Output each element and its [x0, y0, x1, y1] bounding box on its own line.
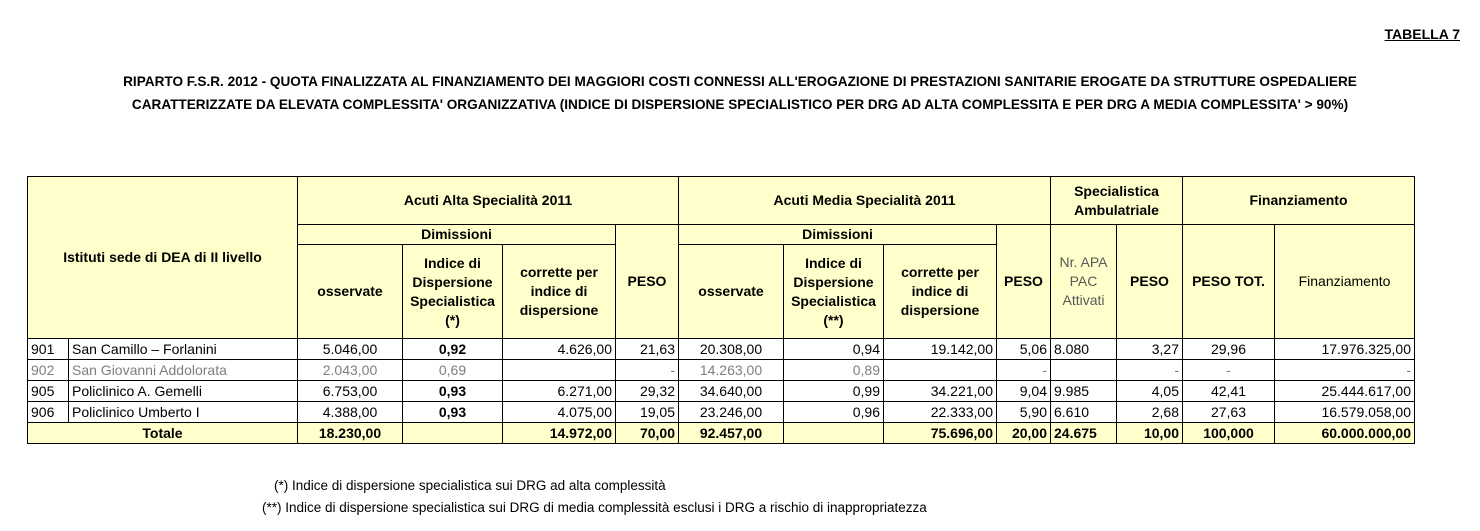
- corrette-media-cell: [884, 360, 997, 381]
- indice-alta-cell: 0,93: [403, 402, 503, 423]
- indice-media-cell: 0,94: [784, 339, 884, 360]
- table-row: [28, 402, 1415, 423]
- osservate-alta-cell: 4.388,00: [298, 402, 403, 423]
- finanziamento-cell: 17.976.325,00: [1275, 339, 1415, 360]
- table-number: TABELLA 7: [1384, 26, 1460, 42]
- peso-tot-cell: 27,63: [1183, 402, 1275, 423]
- row-name: Policlinico Umberto I: [69, 402, 298, 423]
- header-peso-spec: PESO: [1117, 225, 1183, 339]
- peso-spec-cell: 2,68: [1117, 402, 1183, 423]
- footnote-1-text: Indice di dispersione specialistica sui DRG ad alta complessità: [292, 478, 666, 493]
- header-finanziamento: Finanziamento: [1275, 225, 1415, 339]
- header-nr-apa: Nr. APA PAC Attivati: [1051, 225, 1117, 339]
- header-corrette-media: corrette per indice di dispersione: [884, 245, 997, 339]
- peso-alta-cell: 29,32: [616, 381, 679, 402]
- nr-apa-cell: [1051, 360, 1117, 381]
- corrette-alta-cell: 4.075,00: [503, 402, 616, 423]
- osservate-alta-cell: 5.046,00: [298, 339, 403, 360]
- peso-alta-cell: 21,63: [616, 339, 679, 360]
- title-line-1: RIPARTO F.S.R. 2012 - QUOTA FINALIZZATA AL FINANZIAMENTO DEI MAGGIORI COSTI CONNESSI ALL'EROGAZIONE DI PRESTAZIONI SANITARIE EROGATE DA STRUTTURE OSPEDALIERE: [123, 74, 1357, 89]
- header-dimissioni-alta: Dimissioni: [298, 225, 616, 245]
- indice-media-cell: 0,89: [784, 360, 884, 381]
- header-peso-alta: PESO: [616, 225, 679, 339]
- header-peso-media: PESO: [997, 225, 1051, 339]
- totale-corrette-alta: 14.972,00: [503, 423, 616, 444]
- table-row: [28, 381, 1415, 402]
- finanziamento-cell: 25.444.617,00: [1275, 381, 1415, 402]
- peso-alta-cell: 19,05: [616, 402, 679, 423]
- footnote-1-mark: (*): [274, 478, 289, 493]
- osservate-media-cell: 20.308,00: [679, 339, 784, 360]
- table-row: [28, 360, 1415, 381]
- row-code: 906: [28, 402, 69, 423]
- row-name: San Camillo – Forlanini: [69, 339, 298, 360]
- totale-nr-apa: 24.675: [1051, 423, 1117, 444]
- corrette-alta-cell: 6.271,00: [503, 381, 616, 402]
- peso-tot-cell: 42,41: [1183, 381, 1275, 402]
- peso-media-cell: -: [997, 360, 1051, 381]
- totale-osservate-alta: 18.230,00: [298, 423, 403, 444]
- nr-apa-cell: 8.080: [1051, 339, 1117, 360]
- corrette-media-cell: 19.142,00: [884, 339, 997, 360]
- header-finanziamento-group: Finanziamento: [1183, 177, 1415, 225]
- corrette-alta-cell: [503, 360, 616, 381]
- footnote-2-mark: (**): [262, 500, 282, 515]
- header-media-specialita: Acuti Media Specialità 2011: [679, 177, 1051, 225]
- osservate-media-cell: 23.246,00: [679, 402, 784, 423]
- peso-spec-cell: -: [1117, 360, 1183, 381]
- osservate-alta-cell: 2.043,00: [298, 360, 403, 381]
- peso-media-cell: 5,06: [997, 339, 1051, 360]
- header-indice-alta: Indice di Dispersione Specialistica (*): [403, 245, 503, 339]
- row-code: 901: [28, 339, 69, 360]
- totale-label: Totale: [28, 423, 298, 444]
- header-osservate-media: osservate: [679, 245, 784, 339]
- footnote-2: [262, 500, 927, 515]
- osservate-media-cell: 34.640,00: [679, 381, 784, 402]
- header-indice-media: Indice di Dispersione Specialistica (**): [784, 245, 884, 339]
- indice-alta-cell: 0,92: [403, 339, 503, 360]
- header-dimissioni-media: Dimissioni: [679, 225, 997, 245]
- totale-indice-alta: [403, 423, 503, 444]
- totale-corrette-media: 75.696,00: [884, 423, 997, 444]
- header-alta-specialita: Acuti Alta Specialità 2011: [298, 177, 679, 225]
- indice-alta-cell: 0,93: [403, 381, 503, 402]
- row-code: 902: [28, 360, 69, 381]
- finanziamento-cell: 16.579.058,00: [1275, 402, 1415, 423]
- finanziamento-cell: -: [1275, 360, 1415, 381]
- peso-media-cell: 9,04: [997, 381, 1051, 402]
- indice-alta-cell: 0,69: [403, 360, 503, 381]
- row-code: 905: [28, 381, 69, 402]
- osservate-alta-cell: 6.753,00: [298, 381, 403, 402]
- corrette-media-cell: 22.333,00: [884, 402, 997, 423]
- peso-media-cell: 5,90: [997, 402, 1051, 423]
- indice-media-cell: 0,99: [784, 381, 884, 402]
- indice-media-cell: 0,96: [784, 402, 884, 423]
- totale-osservate-media: 92.457,00: [679, 423, 784, 444]
- totale-peso-spec: 10,00: [1117, 423, 1183, 444]
- row-name: Policlinico A. Gemelli: [69, 381, 298, 402]
- nr-apa-cell: 9.985: [1051, 381, 1117, 402]
- peso-spec-cell: 3,27: [1117, 339, 1183, 360]
- totale-peso-alta: 70,00: [616, 423, 679, 444]
- peso-spec-cell: 4,05: [1117, 381, 1183, 402]
- peso-alta-cell: -: [616, 360, 679, 381]
- footnote-2-text: Indice di dispersione specialistica sui DRG di media complessità esclusi i DRG a rischio di inappropriatezza: [285, 500, 927, 515]
- totale-row: [28, 423, 1415, 444]
- footnote-1: [274, 478, 666, 493]
- header-osservate-alta: osservate: [298, 245, 403, 339]
- header-istituti: Istituti sede di DEA di II livello: [28, 177, 298, 339]
- nr-apa-cell: 6.610: [1051, 402, 1117, 423]
- header-corrette-alta: corrette per indice di dispersione: [503, 245, 616, 339]
- header-specialistica: Specialistica Ambulatriale: [1051, 177, 1183, 225]
- title-line-2: CARATTERIZZATE DA ELEVATA COMPLESSITA' ORGANIZZATIVA (INDICE DI DISPERSIONE SPECIALISTICO PER DRG AD ALTA COMPLESSITA E PER DRG A MEDIA COMPLESSITA' > 90%): [131, 97, 1349, 112]
- osservate-media-cell: 14.263,00: [679, 360, 784, 381]
- totale-finanziamento: 60.000.000,00: [1275, 423, 1415, 444]
- peso-tot-cell: -: [1183, 360, 1275, 381]
- totale-peso-tot: 100,000: [1183, 423, 1275, 444]
- table-row: [28, 339, 1415, 360]
- corrette-media-cell: 34.221,00: [884, 381, 997, 402]
- peso-tot-cell: 29,96: [1183, 339, 1275, 360]
- header-peso-tot: PESO TOT.: [1183, 225, 1275, 339]
- corrette-alta-cell: 4.626,00: [503, 339, 616, 360]
- totale-peso-media: 20,00: [997, 423, 1051, 444]
- row-name: San Giovanni Addolorata: [69, 360, 298, 381]
- riparto-table: [27, 176, 1415, 444]
- totale-indice-media: [784, 423, 884, 444]
